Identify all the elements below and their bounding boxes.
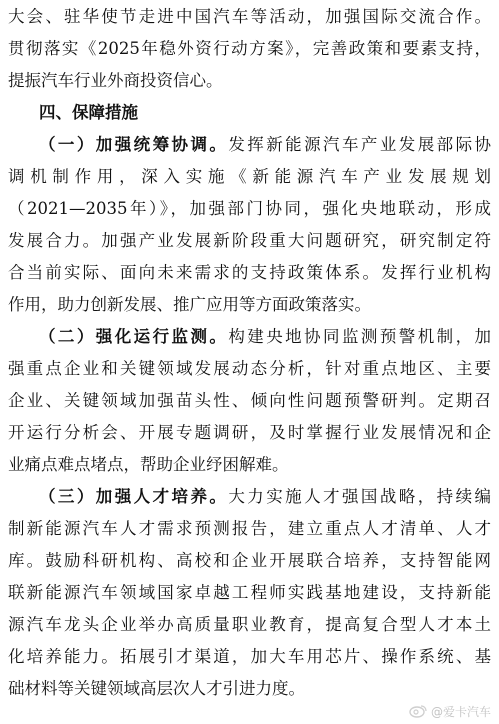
text-line: 提振汽车行业外商投资信心。 (8, 71, 223, 90)
text-line: 开运行分析会、开展专题调研，及时掌握行业发展情况和企 (8, 423, 491, 442)
text-line: 制新能源汽车人才需求预测报告，建立重点人才清单、人才 (8, 519, 491, 538)
text-line: 企业、关键领域加强苗头性、倾向性问题预警研判。定期召 (8, 391, 491, 410)
text-line: 发展合力。加强产业发展新阶段重大问题研究，研究制定符 (8, 231, 491, 250)
paragraph-first-line (39, 322, 491, 352)
paragraph-text: 大力实施人才强国战略，持续编 (228, 487, 491, 506)
watermark (409, 702, 491, 720)
paragraph-first-line (39, 482, 491, 512)
watermark-text: @爱卡汽车 (430, 704, 491, 719)
text-line: 联新能源汽车领域国家卓越工程师实践基地建设，支持新能 (8, 583, 491, 602)
text-line: 合当前实际、面向未来需求的支持政策体系。发挥行业机构 (8, 263, 491, 282)
paragraph-title: （二）强化运行监测。 (39, 327, 229, 346)
paragraph-first-line (39, 130, 491, 160)
paragraph-text: 发挥新能源汽车产业发展部际协 (228, 135, 491, 154)
text-line: 业痛点难点堵点，帮助企业纾困解难。 (8, 455, 289, 474)
paragraph-title: （三）加强人才培养。 (39, 487, 229, 506)
text-line: 大会、驻华使节走进中国汽车等活动，加强国际交流合作。 (8, 7, 491, 26)
text-line: 贯彻落实《2025年稳外资行动方案》，完善政策和要素支持， (8, 39, 491, 58)
text-line: （2021—2035年）》，加强部门协同，强化央地联动，形成 (8, 199, 491, 218)
text-line: 调机制作用，深入实施《新能源汽车产业发展规划 (8, 167, 491, 186)
text-line: 作用，助力创新发展、推广应用等方面政策落实。 (8, 295, 371, 314)
text-line: 库。鼓励科研机构、高校和企业开展联合培养，支持智能网 (8, 551, 491, 570)
text-line: 础材料等关键领域高层次人才引进力度。 (8, 679, 305, 698)
text-line: 强重点企业和关键领域发展动态分析，针对重点地区、主要 (8, 359, 491, 378)
text-line: 源汽车龙头企业举办高质量职业教育，提高复合型人才本土 (8, 615, 491, 634)
weibo-logo-icon (409, 704, 427, 718)
text-line: 化培养能力。拓展引才渠道，加大车用芯片、操作系统、基 (8, 647, 491, 666)
paragraph-text: 构建央地协同监测预警机制，加 (228, 327, 491, 346)
paragraph-title: （一）加强统筹协调。 (39, 135, 229, 154)
section-heading: 四、保障措施 (39, 103, 138, 122)
